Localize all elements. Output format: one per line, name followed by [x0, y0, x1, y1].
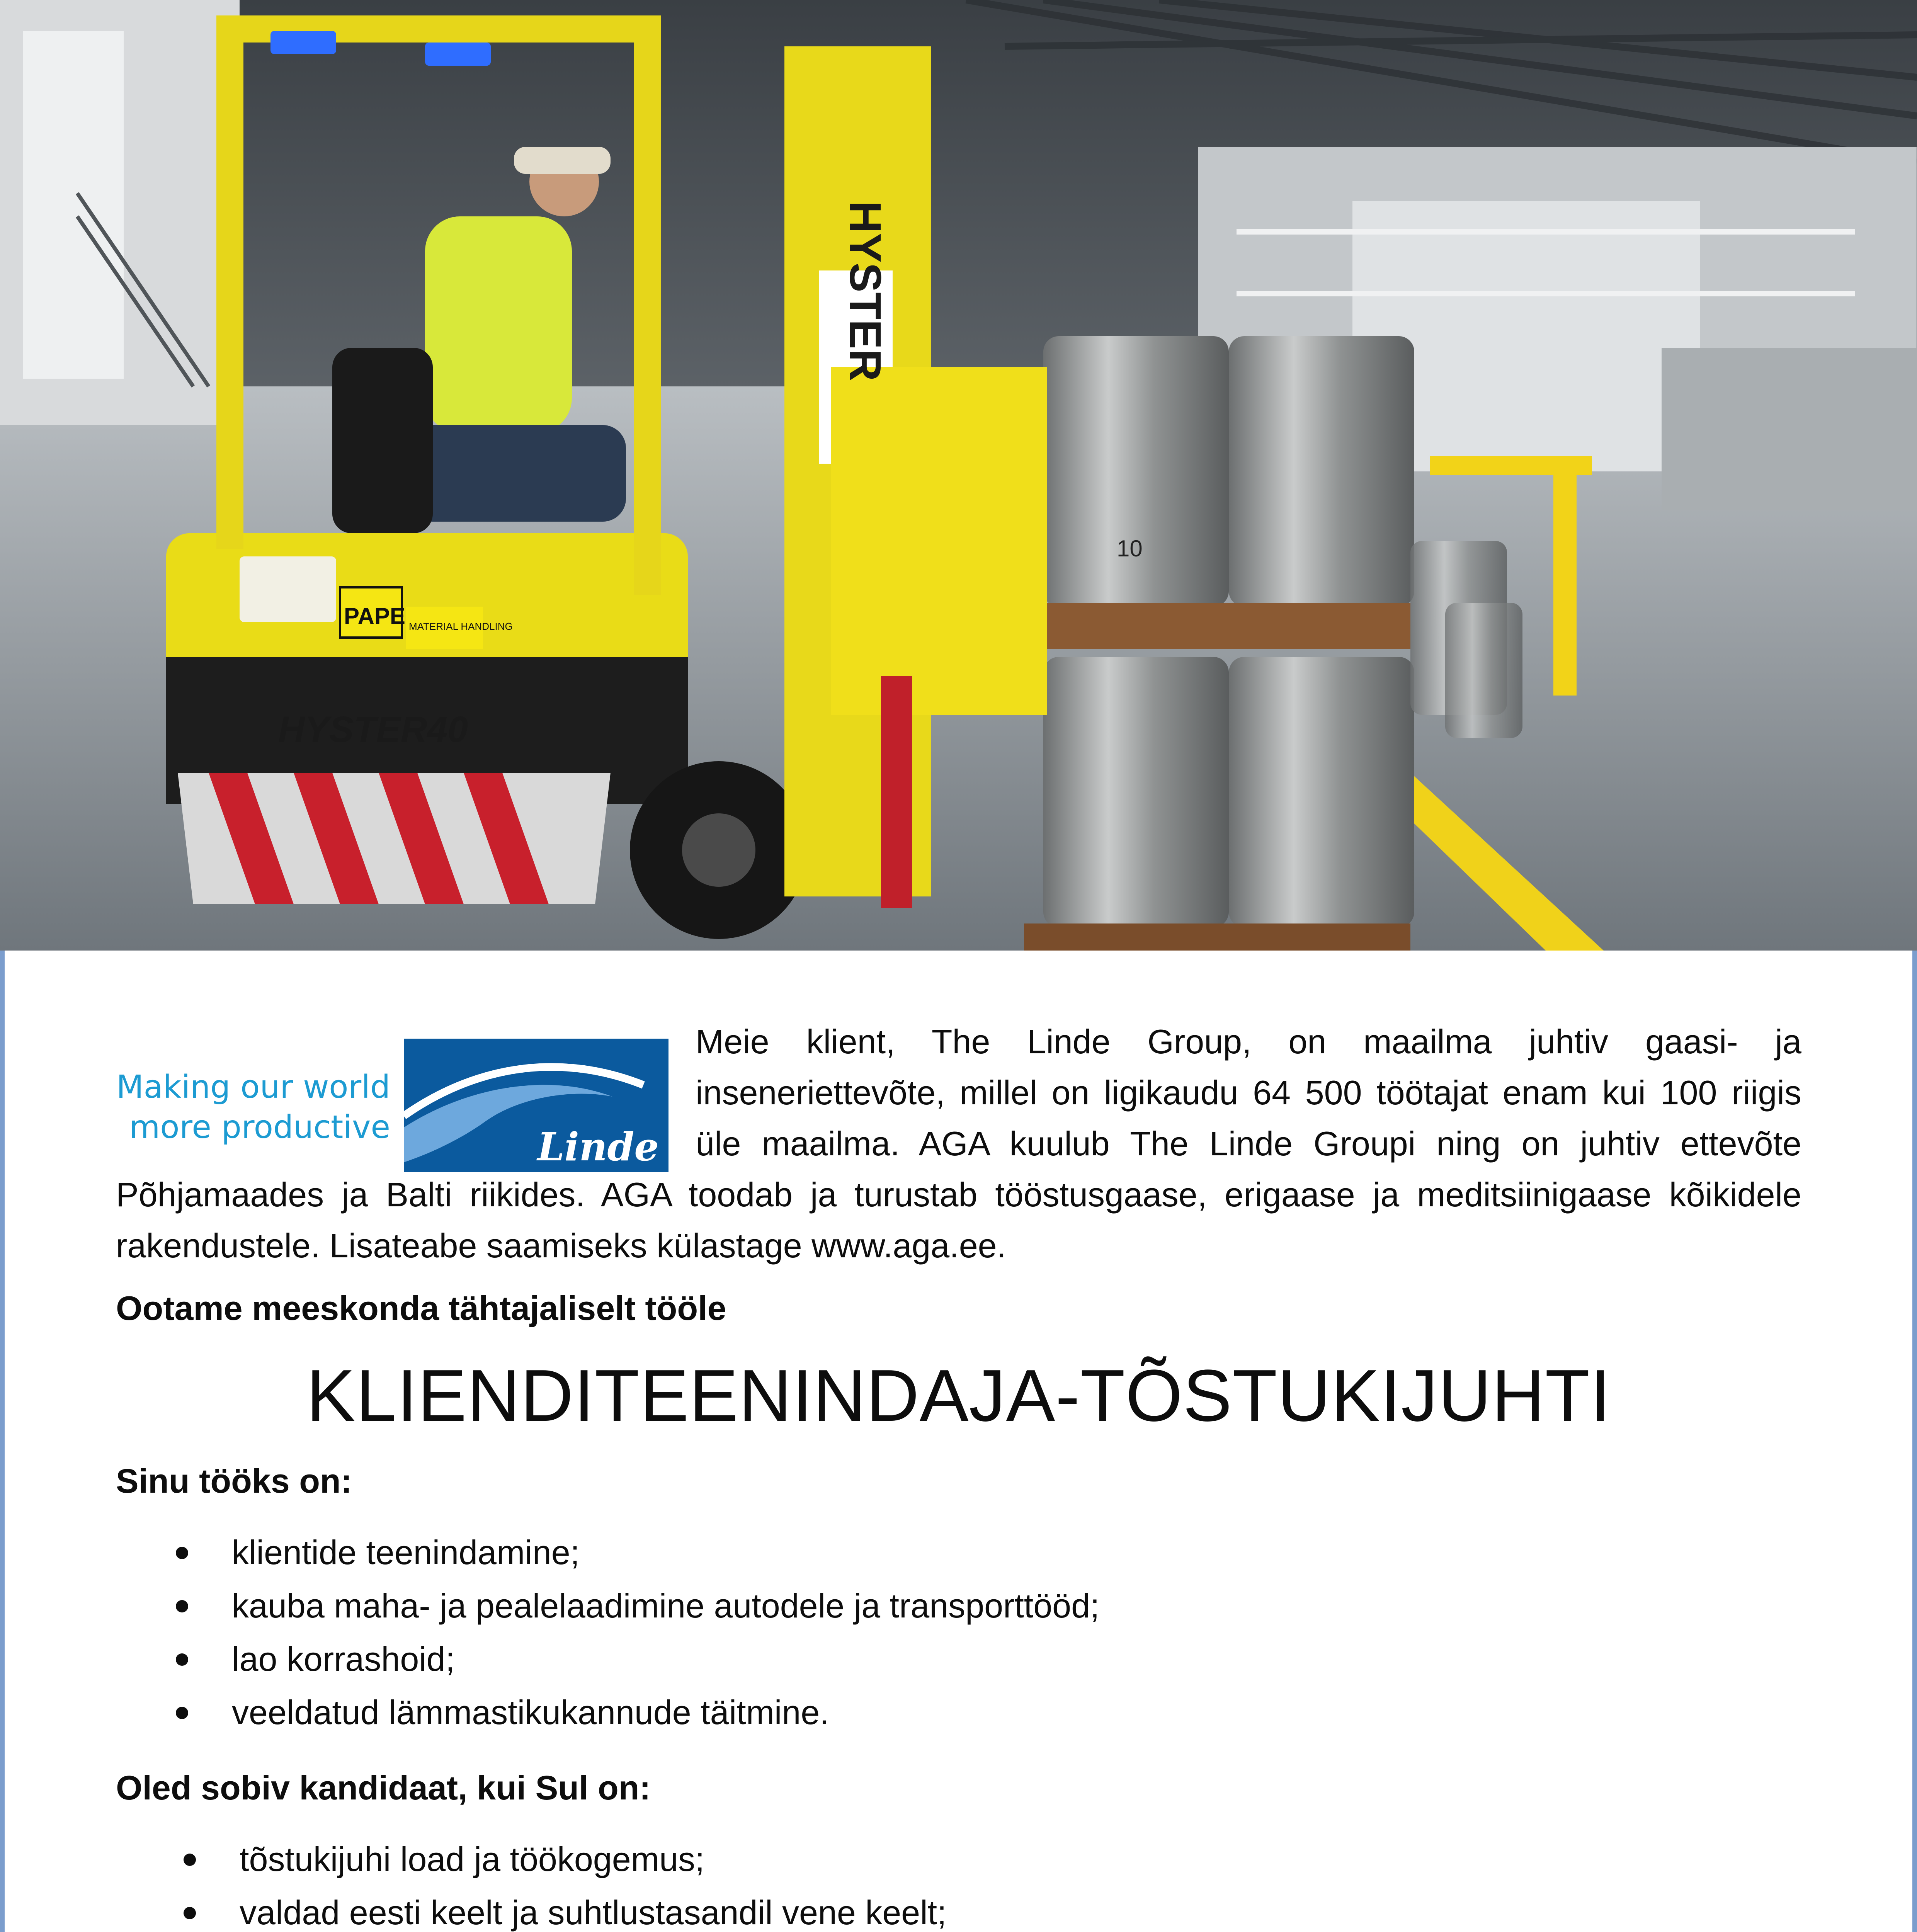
keg-label-text: 10: [1117, 536, 1143, 561]
intro-text: Meie klient, The Linde Group, on maailma juhtiv gaasi- ja inseneriettevõte, millel on ligikaudu 64 500 töötajat enam kui 100 riigis üle maailma. AGA kuulub The Linde Groupi ning on juhtiv ettevõte Põhjamaades ja Balti riikides. AGA toodab ja turustab tööstusgaase, erigaase ja meditsiinigaase kõikidele rakendustele. Lisateabe saamiseks külastage www.aga.ee.: [116, 1022, 1801, 1265]
bullet-icon: [176, 1547, 188, 1559]
forklift-warehouse-photo-icon: [0, 0, 1917, 951]
intro-paragraph: [116, 1016, 1801, 1271]
pape-sticker-text: PAPE: [344, 603, 405, 629]
bullet-icon: [176, 1707, 188, 1719]
forklift-brand-text: HYSTER: [840, 201, 890, 381]
bullet-icon: [176, 1653, 188, 1666]
list-item: [116, 1526, 1801, 1579]
logo-spacer: [116, 1016, 696, 1167]
requirements-heading: Oled sobiv kandidaat, kui Sul on:: [116, 1769, 651, 1807]
logo-tagline-line1: Making our world: [116, 1069, 390, 1105]
bullet-icon: [184, 1907, 196, 1919]
linde-wordmark: Linde: [537, 1124, 659, 1170]
list-item-text: veeldatud lämmastikukannude täitmine.: [232, 1693, 829, 1731]
list-item: [116, 1633, 1801, 1686]
list-item: [116, 1686, 1801, 1739]
main-content: [116, 1016, 1801, 1932]
bullet-icon: [176, 1600, 188, 1612]
list-item: [116, 1579, 1801, 1633]
hero-photo: [0, 0, 1917, 951]
requirements-list: [116, 1833, 1801, 1932]
job-title: KLIENDITEENINDAJA-TÕSTUKIJUHTI: [306, 1355, 1611, 1437]
list-item-text: tõstukijuhi load ja töökogemus;: [240, 1840, 705, 1878]
duties-heading: Sinu tööks on:: [116, 1462, 352, 1500]
list-item: [116, 1833, 1801, 1886]
bullet-icon: [184, 1854, 196, 1866]
list-item: [116, 1886, 1801, 1932]
material-handling-sticker-text: MATERIAL HANDLING: [409, 621, 513, 632]
list-item-text: klientide teenindamine;: [232, 1533, 580, 1571]
list-item-text: lao korrashoid;: [232, 1640, 455, 1678]
list-item-text: valdad eesti keelt ja suhtlustasandil vene keelt;: [240, 1893, 947, 1932]
logo-tagline-line2: more productive: [129, 1109, 390, 1146]
lead-line: Ootame meeskonda tähtajaliselt tööle: [116, 1289, 726, 1327]
duties-list: [116, 1526, 1801, 1739]
list-item-text: kauba maha- ja pealelaadimine autodele ja transporttööd;: [232, 1587, 1100, 1625]
forklift-model-text: HYSTER40: [278, 709, 468, 750]
